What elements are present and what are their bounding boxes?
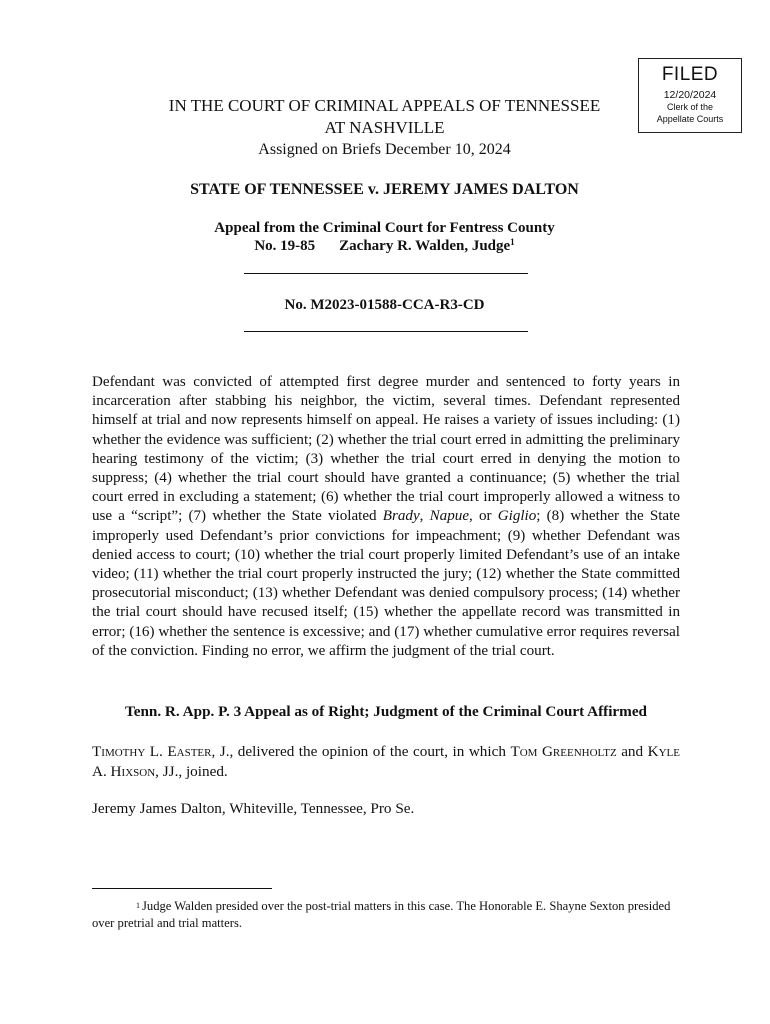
summary-sep-1: , [419,508,430,525]
footnote-divider [92,888,272,889]
disposition: Tenn. R. App. P. 3 Appeal as of Right; Judgment of the Criminal Court Affirmed [124,703,648,720]
summary-text-2: ; (8) whether the State improperly used Defendant’s prior convictions for impeachment; (9) whether Defendant was denied access to court; (10) whether the trial court properly limited Defendant’s use of an intake video; (11) whether the trial court properly instructed the jury; (12) whether the State committed prosecutorial misconduct; (13) whether Defendant was denied compulsory process; (14) whether the trial court should have recused itself; (15) whether the appellate record was transmitted in error; (16) whether the sentence is excessive; and (17) whether cumulative error requires reversal of the conviction. Finding no error, we affirm the judgment of the trial court. [92,508,680,659]
joining-judge-1: Tom Greenholtz [510,743,617,760]
footnote-text: Judge Walden presided over the post-trial matters in this case. The Honorable E. Shayne Sexton presided over pretrial and trial matters. [92,899,671,930]
filed-status: FILED [661,64,719,85]
footnote-mark: 1 [136,901,140,910]
summary-text-1: Defendant was convicted of attempted first degree murder and sentenced to forty years in incarceration after stabbing his neighbor, the victim, several times. Defendant represented himself at trial and now represents himself on appeal. He raises a variety of issues including: (1) whether the evidence was sufficient; (2) whether the trial court erred in admitting the preliminary hearing testimony of the victim; (3) whether the trial court erred in denying the motion to suppress; (4) whether the trial court should have granted a continuance; (5) whether the trial court erred in excluding a statement; (6) whether the trial court improperly allowed a witness to use a “script”; (7) whether the State violated [92,374,680,525]
trial-docket [92,238,677,255]
authorship-and: and [616,743,648,760]
summary-sep-2: , or [469,508,498,525]
court-location: AT NASHVILLE [324,118,445,137]
divider-bottom [244,331,528,332]
assigned-date: Assigned on Briefs December 10, 2024 [258,141,511,158]
case-giglio: Giglio [497,508,537,525]
footnote [92,898,680,932]
joining-judge-2: Kyle A. Hixson [92,743,680,780]
footnote-ref: 1 [510,237,515,247]
trial-number: No. 19-85 [254,238,316,254]
authorship-end: , JJ., joined. [155,762,228,780]
case-summary [92,373,680,661]
filed-date: 12/20/2024 [663,89,717,101]
counsel: Jeremy James Dalton, Whiteville, Tennessee, Pro Se. [92,800,415,817]
case-brady: Brady [382,508,420,525]
case-number: No. M2023-01588-CCA-R3-CD [284,297,485,313]
appeal-from: Appeal from the Criminal Court for Fentress County [214,220,555,236]
authorship [92,742,680,781]
divider-top [244,273,528,274]
authorship-text: , J., delivered the opinion of the court, in which [211,743,511,760]
clerk-line2: Appellate Courts [656,114,724,124]
court-name: IN THE COURT OF CRIMINAL APPEALS OF TENNESSEE [168,96,601,115]
author-name: Timothy L. Easter [92,743,212,760]
case-caption: STATE OF TENNESSEE v. JEREMY JAMES DALTON [190,181,579,198]
trial-judge: Zachary R. Walden, Judge [339,238,511,254]
case-napue: Napue [429,508,470,525]
clerk-line1: Clerk of the [666,102,714,112]
